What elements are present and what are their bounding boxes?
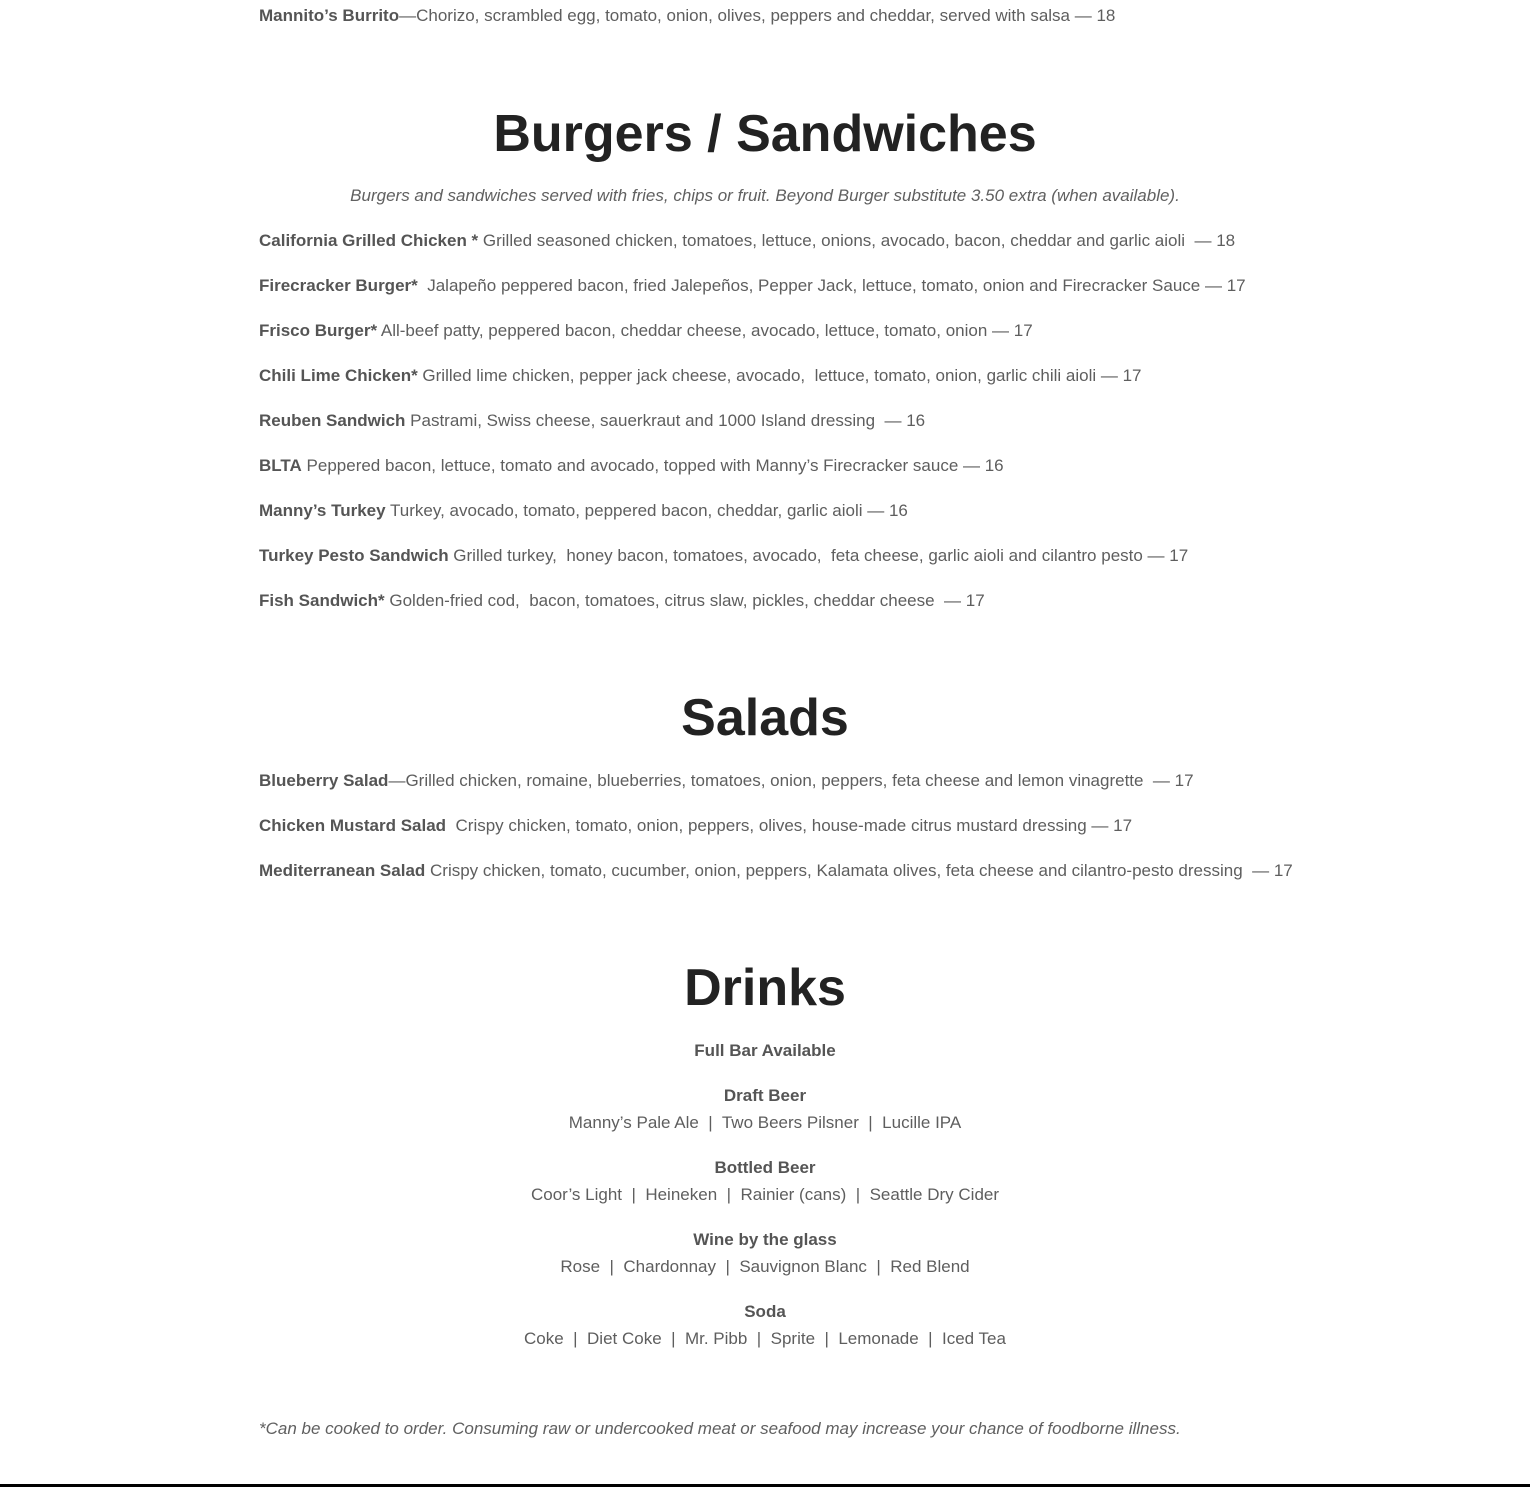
menu-item-name: Mediterranean Salad bbox=[259, 861, 426, 880]
menu-item-mannitos-burrito bbox=[259, 5, 1115, 27]
menu-item-name: Manny’s Turkey bbox=[259, 501, 386, 520]
menu-item bbox=[259, 410, 925, 432]
menu-item-desc: Pastrami, Swiss cheese, sauerkraut and 1000 Island dressing — 16 bbox=[405, 411, 926, 430]
drink-group-items: Rose | Chardonnay | Sauvignon Blanc | Red Blend bbox=[560, 1257, 970, 1276]
menu-item-name: Reuben Sandwich bbox=[259, 411, 406, 430]
section-title-salads: Salads bbox=[681, 689, 849, 747]
menu-item bbox=[259, 230, 1235, 252]
menu-item bbox=[259, 545, 1188, 567]
menu-item bbox=[259, 275, 1246, 297]
menu-item-name: Chicken Mustard Salad bbox=[259, 816, 447, 835]
menu-item bbox=[259, 320, 1033, 342]
menu-item-name: Firecracker Burger* bbox=[259, 276, 418, 295]
section-title-drinks: Drinks bbox=[684, 959, 846, 1017]
menu-item-desc: Peppered bacon, lettuce, tomato and avocado, topped with Manny’s Firecracker sauce — 16 bbox=[301, 456, 1004, 475]
menu-item bbox=[259, 455, 1004, 477]
menu-item-desc: Jalapeño peppered bacon, fried Jalepeños, Pepper Jack, lettuce, tomato, onion and Firecracker Sauce — 17 bbox=[417, 276, 1246, 295]
drink-group-heading: Wine by the glass bbox=[693, 1230, 837, 1249]
menu-item bbox=[259, 500, 908, 522]
drink-group-heading: Soda bbox=[744, 1302, 786, 1321]
menu-item-name: Frisco Burger* bbox=[259, 321, 378, 340]
menu-item bbox=[259, 770, 1194, 792]
disclaimer: *Can be cooked to order. Consuming raw or undercooked meat or seafood may increase your chance of foodborne illness. bbox=[259, 1419, 1181, 1438]
menu-item-name: California Grilled Chicken * bbox=[259, 231, 479, 250]
menu-item-desc: Grilled turkey, honey bacon, tomatoes, avocado, feta cheese, garlic aioli and cilantro pesto — 17 bbox=[448, 546, 1189, 565]
menu-item-name: Turkey Pesto Sandwich bbox=[259, 546, 449, 565]
menu-item-name: BLTA bbox=[259, 456, 302, 475]
drink-group-items: Coke | Diet Coke | Mr. Pibb | Sprite | Lemonade | Iced Tea bbox=[524, 1329, 1006, 1348]
menu-item-desc: —Grilled chicken, romaine, blueberries, tomatoes, onion, peppers, feta cheese and lemon vinagrette — 17 bbox=[388, 771, 1194, 790]
menu-item-name: Blueberry Salad bbox=[259, 771, 389, 790]
menu-item-desc: All-beef patty, peppered bacon, cheddar cheese, avocado, lettuce, tomato, onion — 17 bbox=[377, 321, 1033, 340]
menu-item-desc: Grilled lime chicken, pepper jack cheese, avocado, lettuce, tomato, onion, garlic chili aioli — 17 bbox=[417, 366, 1142, 385]
menu-item-name: Mannito’s Burrito bbox=[259, 6, 400, 25]
menu-item-desc: Crispy chicken, tomato, onion, peppers, olives, house-made citrus mustard dressing — 17 bbox=[446, 816, 1133, 835]
drink-group-heading: Draft Beer bbox=[723, 1086, 807, 1105]
menu-item-name: Fish Sandwich* bbox=[259, 591, 385, 610]
menu-item bbox=[259, 590, 985, 612]
burgers-note: Burgers and sandwiches served with fries, chips or fruit. Beyond Burger substitute 3.50 extra (when available). bbox=[350, 186, 1180, 205]
menu-item bbox=[259, 365, 1142, 387]
menu-item-desc: —Chorizo, scrambled egg, tomato, onion, olives, peppers and cheddar, served with salsa — 18 bbox=[399, 6, 1116, 25]
section-title-burgers: Burgers / Sandwiches bbox=[493, 105, 1037, 163]
menu-item-desc: Crispy chicken, tomato, cucumber, onion, peppers, Kalamata olives, feta cheese and cilantro-pesto dressing — 17 bbox=[425, 861, 1293, 880]
menu-item-name: Chili Lime Chicken* bbox=[259, 366, 418, 385]
menu-item bbox=[259, 860, 1293, 882]
menu-item-desc: Golden-fried cod, bacon, tomatoes, citrus slaw, pickles, cheddar cheese — 17 bbox=[384, 591, 985, 610]
full-bar-label: Full Bar Available bbox=[694, 1041, 836, 1060]
drink-group-items: Coor’s Light | Heineken | Rainier (cans) | Seattle Dry Cider bbox=[530, 1185, 1000, 1204]
menu-item bbox=[259, 815, 1132, 837]
drink-group-heading: Bottled Beer bbox=[714, 1158, 816, 1177]
drink-group-items: Manny’s Pale Ale | Two Beers Pilsner | Lucille IPA bbox=[568, 1113, 962, 1132]
menu-item-desc: Turkey, avocado, tomato, peppered bacon, cheddar, garlic aioli — 16 bbox=[385, 501, 908, 520]
menu-item-desc: Grilled seasoned chicken, tomatoes, lettuce, onions, avocado, bacon, cheddar and garlic aioli — 18 bbox=[478, 231, 1236, 250]
